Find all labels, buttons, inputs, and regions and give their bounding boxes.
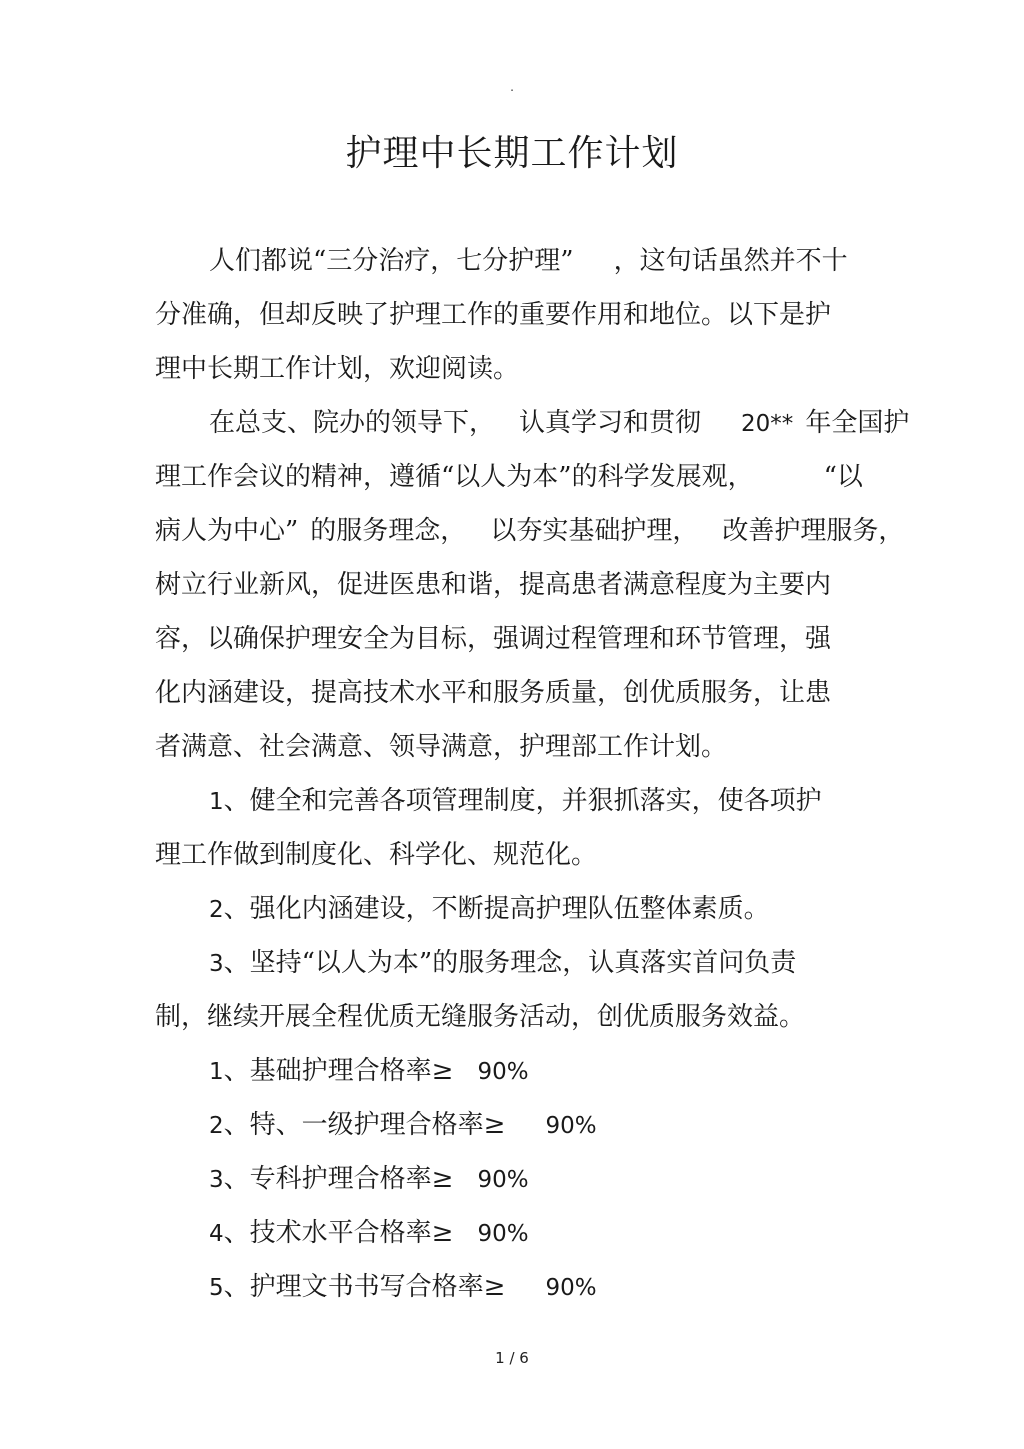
- para2-line-4: 树立行业新风，促进医患和谐，提高患者满意程度为主要内: [155, 570, 832, 600]
- intro-line-1b: ，这句话虽然并不十: [613, 246, 848, 276]
- para2-line-1b: 认真学习和贯彻: [519, 408, 702, 438]
- para2-line-3a: 病人为中心”: [155, 516, 299, 546]
- goal-3-line-2: 制，继续开展全程优质无缝服务活动，创优质服务效益。: [155, 1002, 806, 1032]
- goal-3-text: 、坚持“以人为本”的服务理念，认真落实首问负责: [223, 948, 797, 978]
- target-5-label: 、护理文书书写合格率≥: [223, 1272, 506, 1302]
- target-2: [209, 1108, 597, 1143]
- para2-line-6: 化内涵建设，提高技术水平和服务质量，创优质服务，让患: [155, 678, 832, 708]
- goal-1-number: 1: [209, 789, 224, 815]
- para2-line-2a: 理工作会议的精神，遵循“以人为本”的科学发展观，: [155, 462, 754, 492]
- para2-line-5: 容，以确保护理安全为目标，强调过程管理和环节管理，强: [155, 624, 832, 654]
- target-4-label: 、技术水平合格率≥: [223, 1218, 454, 1248]
- para2-line-1a: 在总支、院办的领导下，: [209, 408, 496, 438]
- target-3-value: 90%: [477, 1167, 529, 1193]
- target-1-number: 1: [209, 1059, 224, 1085]
- para2-line-1c: 年全国护: [805, 408, 910, 438]
- intro-line-1a: 人们都说“三分治疗，七分护理”: [209, 246, 574, 276]
- goal-1-line-1: [209, 784, 822, 819]
- target-1-label: 、基础护理合格率≥: [223, 1056, 454, 1086]
- target-5: [209, 1270, 597, 1305]
- para2-line-3c: 以夯实基础护理，: [490, 516, 699, 546]
- goal-3-line-1: [209, 946, 796, 981]
- para2-year: 20**: [741, 411, 794, 437]
- target-1: [209, 1054, 529, 1089]
- target-3: [209, 1162, 529, 1197]
- para2-line-2: [155, 460, 863, 494]
- goal-1-line-2: 理工作做到制度化、科学化、规范化。: [155, 840, 598, 870]
- target-2-number: 2: [209, 1113, 224, 1139]
- para2-line-3b: 的服务理念，: [310, 516, 467, 546]
- goal-1-text: 、健全和完善各项管理制度，并狠抓落实，使各项护: [223, 786, 822, 816]
- target-3-label: 、专科护理合格率≥: [223, 1164, 454, 1194]
- para2-line-3d: 改善护理服务，: [722, 516, 905, 546]
- goal-2-number: 2: [209, 897, 224, 923]
- header-mark: .: [510, 80, 514, 94]
- target-1-value: 90%: [477, 1059, 529, 1085]
- intro-line-2: 分准确，但却反映了护理工作的重要作用和地位。以下是护: [155, 300, 832, 330]
- target-4-number: 4: [209, 1221, 224, 1247]
- para2-line-3: [155, 514, 904, 548]
- intro-line-1: [209, 244, 848, 278]
- page-title: 护理中长期工作计划: [345, 133, 679, 174]
- target-4-value: 90%: [477, 1221, 529, 1247]
- para2-line-1: [209, 406, 909, 441]
- target-5-number: 5: [209, 1275, 224, 1301]
- target-2-value: 90%: [545, 1113, 597, 1139]
- goal-2-line-1: [209, 892, 770, 927]
- goal-3-number: 3: [209, 951, 224, 977]
- page-number: 1 / 6: [495, 1349, 529, 1367]
- target-5-value: 90%: [545, 1275, 597, 1301]
- target-4: [209, 1216, 529, 1251]
- target-2-label: 、特、一级护理合格率≥: [223, 1110, 506, 1140]
- goal-2-text: 、强化内涵建设，不断提高护理队伍整体素质。: [223, 894, 770, 924]
- target-3-number: 3: [209, 1167, 224, 1193]
- intro-line-3: 理中长期工作计划，欢迎阅读。: [155, 354, 520, 384]
- para2-line-2b: “以: [823, 462, 863, 492]
- para2-line-7: 者满意、社会满意、领导满意，护理部工作计划。: [155, 732, 728, 762]
